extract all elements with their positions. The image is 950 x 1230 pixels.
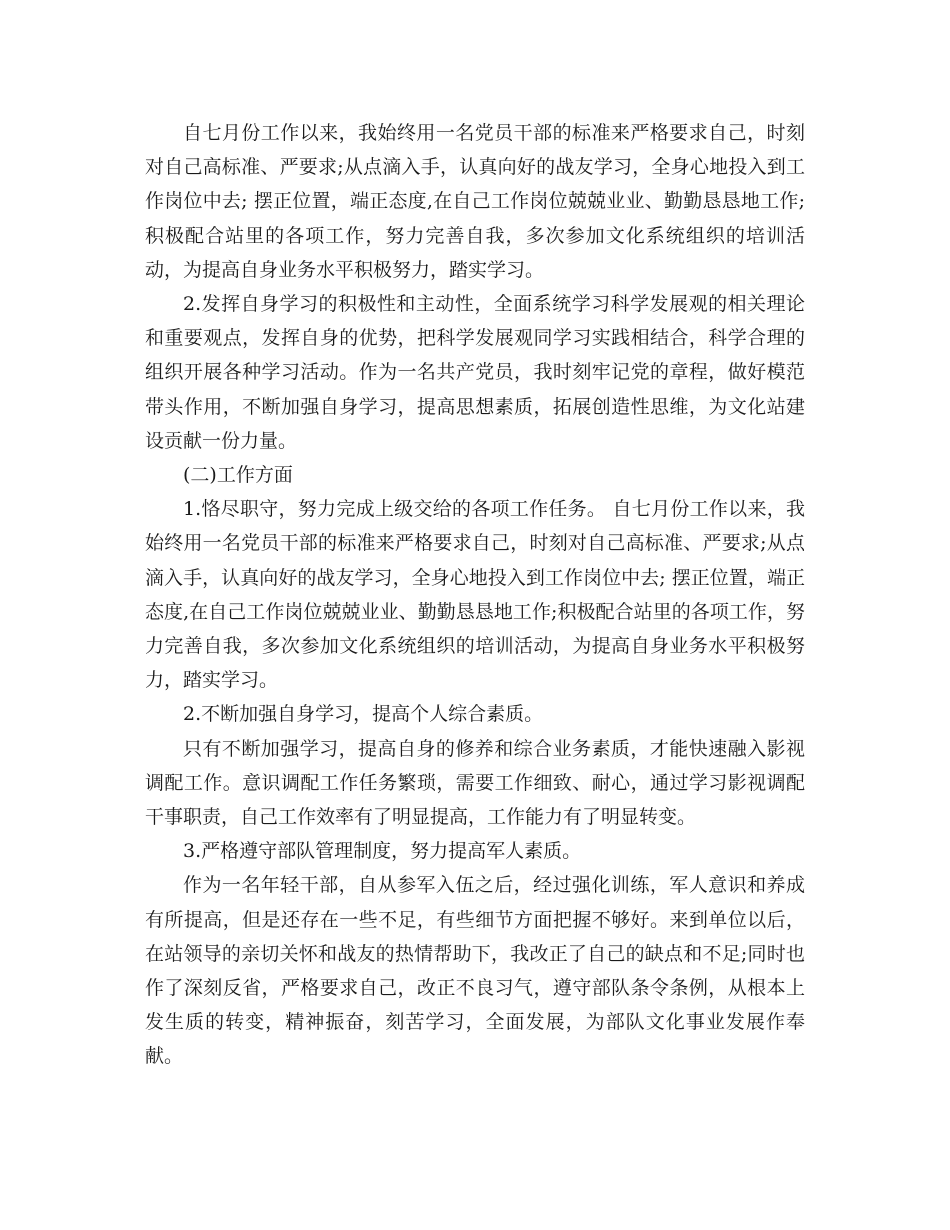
section-heading-work: (二)工作方面 (183, 464, 293, 487)
paragraph-duty-tasks: 1.恪尽职守，努力完成上级交给的各项工作任务。 自七月份工作以来，我始终用一名党员干部的标准来严格要求自己，时刻对自己高标准、严要求;从点滴入手，认真向好的战友学习，全身心地投入到工作岗位中去; 摆正位置，端正态度,在自己工作岗位兢兢业业、勤勤恳恳地工作;积极配合站里的各项工作，努力完善自我，多次参加文化系统组织的培训活动，为提高自身业务水平积极努力，踏实学习。 (145, 498, 805, 692)
paragraph-young-cadre: 作为一名年轻干部，自从参军入伍之后，经过强化训练，军人意识和养成有所提高，但是还存在一些不足，有些细节方面把握不够好。来到单位以后，在站领导的亲切关怀和战友的热情帮助下，我改正了自己的缺点和不足;同时也作了深刻反省，严格要求自己，改正不良习气，遵守部队条令条例，从根本上发生质的转变，精神振奋，刻苦学习，全面发展，为部队文化事业发展作奉献。 (145, 874, 805, 1068)
paragraph-study-initiative: 2.发挥自身学习的积极性和主动性，全面系统学习科学发展观的相关理论和重要观点，发挥自身的优势，把科学发展观同学习实践相结合，科学合理的组织开展各种学习活动。作为一名共产党员，我时刻牢记党的章程，做好模范带头作用，不断加强自身学习，提高思想素质，拓展创造性思维，为文化站建设贡献一份力量。 (145, 293, 805, 452)
paragraph-strengthen-study: 2.不断加强自身学习，提高个人综合素质。 (183, 703, 544, 726)
paragraph-continuous-learning: 只有不断加强学习，提高自身的修养和综合业务素质，才能快速融入影视调配工作。意识调配工作任务繁琐，需要工作细致、耐心，通过学习影视调配干事职责，自己工作效率有了明显提高，工作能力有了明显转变。 (145, 737, 805, 829)
paragraph-work-since-july: 自七月份工作以来，我始终用一名党员干部的标准来严格要求自己，时刻对自己高标准、严要求;从点滴入手，认真向好的战友学习，全身心地投入到工作岗位中去; 摆正位置，端正态度,在自己工作岗位兢兢业业、勤勤恳恳地工作;积极配合站里的各项工作，努力完善自我，多次参加文化系统组织的培训活动，为提高自身业务水平积极努力，踏实学习。 (145, 122, 805, 281)
document-body (145, 116, 805, 1074)
paragraph-military-rules: 3.严格遵守部队管理制度，努力提高军人素质。 (183, 840, 582, 863)
